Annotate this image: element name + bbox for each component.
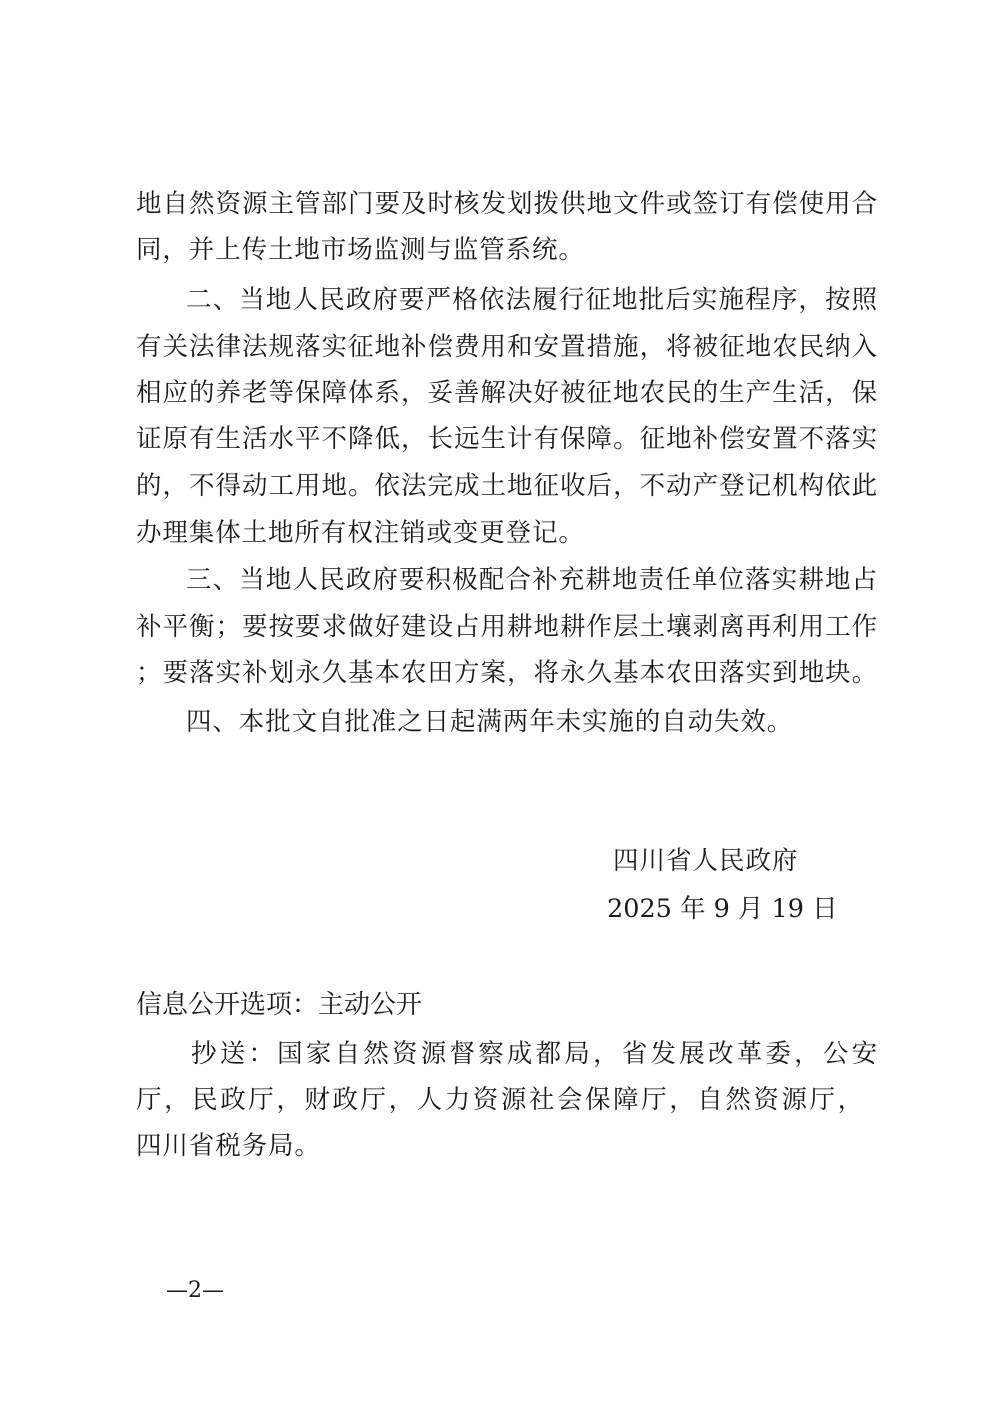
issue-date: 2025 年 9 月 19 日 — [607, 894, 838, 924]
body-line: 的，不得动工用地。依法完成土地征收后，不动产登记机构依此 — [136, 471, 878, 501]
body-line: 相应的养老等保障体系，妥善解决好被征地农民的生产生活，保 — [136, 378, 878, 408]
paragraph-two-start: 二、当地人民政府要严格依法履行征地批后实施程序，按照 — [186, 285, 878, 315]
body-line: 地自然资源主管部门要及时核发划拨供地文件或签订有偿使用合 — [136, 189, 878, 219]
cc-line: 四川省税务局。 — [136, 1131, 321, 1161]
body-line: ；要落实补划永久基本农田方案，将永久基本农田落实到地块。 — [136, 658, 878, 688]
body-line: 证原有生活水平不降低，长远生计有保障。征地补偿安置不落实 — [136, 424, 878, 454]
body-line: 办理集体土地所有权注销或变更登记。 — [136, 518, 585, 548]
paragraph-four: 四、本批文自批准之日起满两年未实施的自动失效。 — [186, 707, 794, 737]
paragraph-three-start: 三、当地人民政府要积极配合补充耕地责任单位落实耕地占 — [186, 565, 878, 595]
body-line: 补平衡；要按要求做好建设占用耕地耕作层土壤剥离再利用工作 — [136, 612, 878, 642]
cc-line: 厅，民政厅，财政厅，人力资源社会保障厅，自然资源厅， — [136, 1085, 864, 1115]
body-line: 有关法律法规落实征地补偿费用和安置措施，将被征地农民纳入 — [136, 332, 878, 362]
issuer-name: 四川省人民政府 — [613, 846, 799, 876]
body-line: 同，并上传土地市场监测与监管系统。 — [136, 235, 585, 265]
page-number: —2— — [166, 1278, 224, 1303]
disclosure-option: 信息公开选项：主动公开 — [136, 990, 423, 1020]
cc-line: 抄送：国家自然资源督察成都局，省发展改革委，公安 — [191, 1039, 878, 1069]
